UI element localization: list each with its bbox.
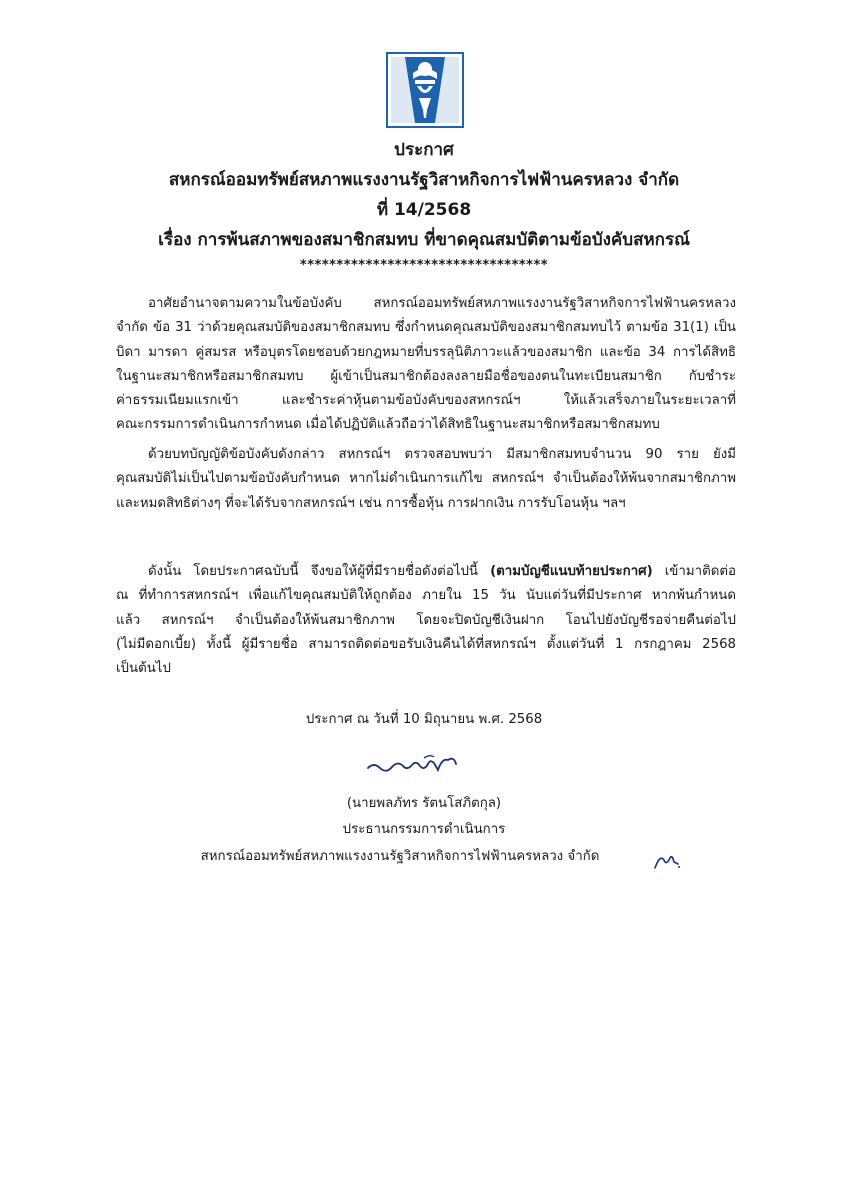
paragraph-line: บิดา มารดา คู่สมรส หรือบุตรโดยชอบด้วยกฎหมายที่บรรลุนิติภาวะแล้วของสมาชิก และข้อ 34 การได้สิทธิ [116,344,736,360]
paragraph-line: ค่าธรรมเนียมแรกเข้า และชำระค่าหุ้นตามข้อบังคับของสหกรณ์ฯ ให้แล้วเสร็จภายในระยะเวลาที่ [116,393,736,409]
signer-organization: สหกรณ์ออมทรัพย์สหภาพแรงงานรัฐวิสาหกิจการไฟฟ้านครหลวง จำกัด [200,849,600,864]
paragraph-line: แล้ว สหกรณ์ฯ จำเป็นต้องให้พ้นสมาชิกภาพ โดยจะปิดบัญชีเงินฝาก โอนไปยังบัญชีรอจ่ายคืนต่อไป [116,612,736,628]
paragraph-line: ณ ที่ทำการสหกรณ์ฯ เพื่อแก้ไขคุณสมบัติให้ถูกต้อง ภายใน 15 วัน นับแต่วันที่มีประกาศ หากพ้นกำหนด [116,588,736,604]
paragraph-line: เป็นต้นไป [116,661,171,677]
signer-name: (นายพลภัทร รัตนโสภิตกุล) [346,796,502,811]
organization-name: สหกรณ์ออมทรัพย์สหภาพแรงงานรัฐวิสาหกิจการไฟฟ้านครหลวง จำกัด [168,170,680,190]
paragraph-line: ในฐานะสมาชิกหรือสมาชิกสมทบ ผู้เข้าเป็นสมาชิกต้องลงลายมือชื่อของตนในทะเบียนสมาชิก กับชำระ [116,368,736,384]
paragraph-3 [116,560,736,681]
cooperative-logo-icon [386,52,464,128]
announcement-subject: เรื่อง การพ้นสภาพของสมาชิกสมทบ ที่ขาดคุณสมบัติตามข้อบังคับสหกรณ์ [158,230,690,250]
announcement-number: ที่ 14/2568 [376,200,472,220]
attachment-reference: (ตามบัญชีแนบท้ายประกาศ) [490,564,653,579]
separator-line: ********************************** [299,258,549,273]
paragraph-line: (ไม่มีดอกเบี้ย) ทั้งนี้ ผู้มีรายชื่อ สามารถติดต่อขอรับเงินคืนได้ที่สหกรณ์ฯ ตั้งแต่วันที่ 1 กรกฎาคม 2568 [116,636,736,652]
paragraph-line: จำกัด ข้อ 31 ว่าด้วยคุณสมบัติของสมาชิกสมทบ ซึ่งกำหนดคุณสมบัติของสมาชิกสมทบไว้ ตามข้อ 31(1) เป็น [116,320,736,336]
signer-position: ประธานกรรมการดำเนินการ [342,822,506,837]
paragraph-2 [116,443,736,516]
paragraph-text: ดังนั้น โดยประกาศฉบับนี้ จึงขอให้ผู้ที่มีรายชื่อดังต่อไปนี้ [148,564,491,579]
announcement-date: ประกาศ ณ วันที่ 10 มิถุนายน พ.ศ. 2568 [305,712,543,727]
paragraph-text: เข้ามาติดต่อ [652,564,736,579]
paragraph-line: และหมดสิทธิต่างๆ ที่จะได้รับจากสหกรณ์ฯ เช่น การซื้อหุ้น การฝากเงิน การรับโอนหุ้น ฯลฯ [116,495,626,511]
paragraph-line [116,560,736,584]
signature-icon [364,748,474,778]
paragraph-line: ด้วยบทบัญญัติข้อบังคับดังกล่าว สหกรณ์ฯ ตรวจสอบพบว่า มีสมาชิกสมทบจำนวน 90 ราย ยังมี [148,447,736,462]
paragraph-line: อาศัยอำนาจตามความในข้อบังคับ สหกรณ์ออมทรัพย์สหภาพแรงงานรัฐวิสาหกิจการไฟฟ้านครหลวง [148,296,736,311]
initial-mark-icon [652,846,682,872]
paragraph-1 [116,292,736,438]
announcement-title: ประกาศ [394,140,454,160]
paragraph-line: คุณสมบัติไม่เป็นไปตามข้อบังคับกำหนด หากไม่ดำเนินการแก้ไข สหกรณ์ฯ จำเป็นต้องให้พ้นจากสมาชิกภาพ [116,471,736,487]
paragraph-line: คณะกรรมการดำเนินการกำหนด เมื่อได้ปฏิบัติแล้วถือว่าได้สิทธิในฐานะสมาชิกหรือสมาชิกสมทบ [116,417,660,433]
